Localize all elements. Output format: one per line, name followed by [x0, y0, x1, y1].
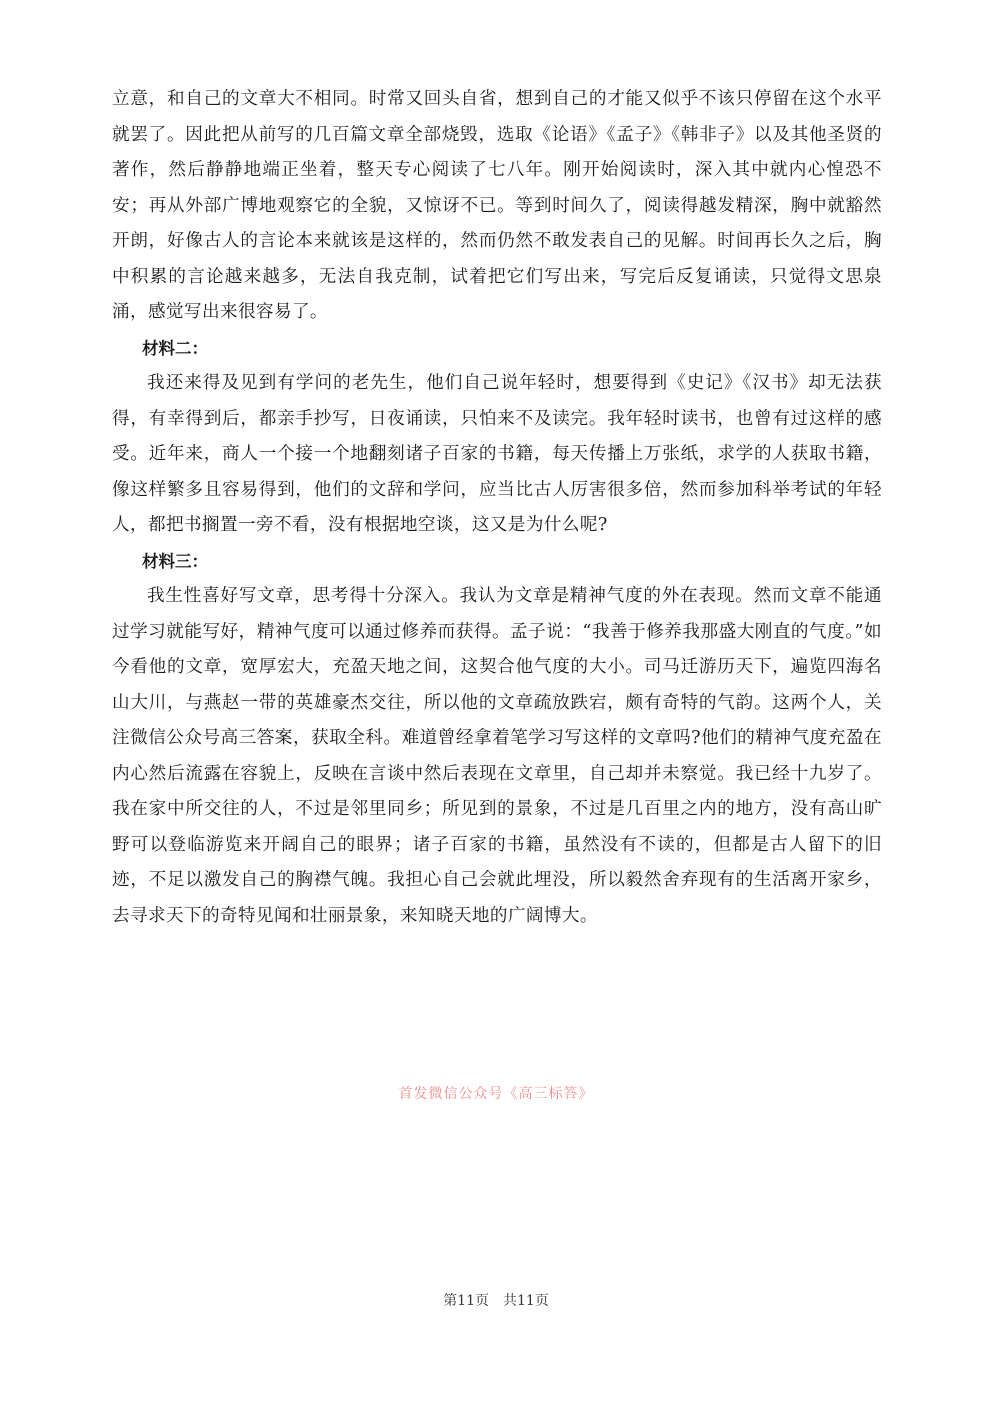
page-footer — [0, 1290, 992, 1310]
document-body — [112, 82, 882, 934]
material-two-paragraph: 我还来得及见到有学问的老先生，他们自己说年轻时，想要得到《史记》《汉书》却无法获得，有幸得到后，都亲手抄写，日夜诵读，只怕来不及读完。我年轻时读书，也曾有过这样的感受。近年来，商人一个接一个地翻刻诸子百家的书籍，每天传播上万张纸，求学的人获取书籍，像这样繁多且容易得到，他们的文辞和学问，应当比古人厉害很多倍，然而参加科举考试的年轻人，都把书搁置一旁不看，没有根据地空谈，这又是为什么呢? — [112, 373, 882, 535]
material-three-heading: 材料三： — [142, 551, 208, 571]
watermark-text: 首发微信公众号《高三标答》 — [398, 1086, 594, 1102]
material-three-paragraph: 我生性喜好写文章，思考得十分深入。我认为文章是精神气度的外在表现。然而文章不能通过学习就能写好，精神气度可以通过修养而获得。孟子说：“我善于修养我那盛大刚直的气度。”如今看他的文章，宽厚宏大，充盈天地之间，这契合他气度的大小。司马迁游历天下，遍览四海名山大川，与燕赵一带的英雄豪杰交往，所以他的文章疏放跌宕，颇有奇特的气韵。这两个人，关注微信公众号高三答案，获取全科。难道曾经拿着笔学习写这样的文章吗?他们的精神气度充盈在内心然后流露在容貌上，反映在言谈中然后表现在文章里，自己却并未察觉。我已经十九岁了。我在家中所交往的人，不过是邻里同乡；所见到的景象，不过是几百里之内的地方，没有高山旷野可以登临游览来开阔自己的眼界；诸子百家的书籍，虽然没有不读的，但都是古人留下的旧迹，不足以激发自己的胸襟气魄。我担心自己会就此埋没，所以毅然舍弃现有的生活离开家乡，去寻求天下的奇特见闻和壮丽景象，来知晓天地的广阔博大。 — [112, 586, 882, 926]
page-total: 共11页 — [503, 1293, 549, 1309]
continuation-paragraph: 立意，和自己的文章大不相同。时常又回头自省，想到自己的才能又似乎不该只停留在这个水平就罢了。因此把从前写的几百篇文章全部烧毁，选取《论语》《孟子》《韩非子》以及其他圣贤的著作，然后静静地端正坐着，整天专心阅读了七八年。刚开始阅读时，深入其中就内心惶恐不安；再从外部广博地观察它的全貌，又惊讶不已。等到时间久了，阅读得越发精深，胸中就豁然开朗，好像古人的言论本来就该是这样的，然而仍然不敢发表自己的见解。时间再长久之后，胸中积累的言论越来越多，无法自我克制，试着把它们写出来，写完后反复诵读，只觉得文思泉涌，感觉写出来很容易了。 — [112, 89, 882, 322]
material-two-heading: 材料二： — [142, 338, 208, 358]
page-number: 第11页 — [443, 1293, 489, 1309]
